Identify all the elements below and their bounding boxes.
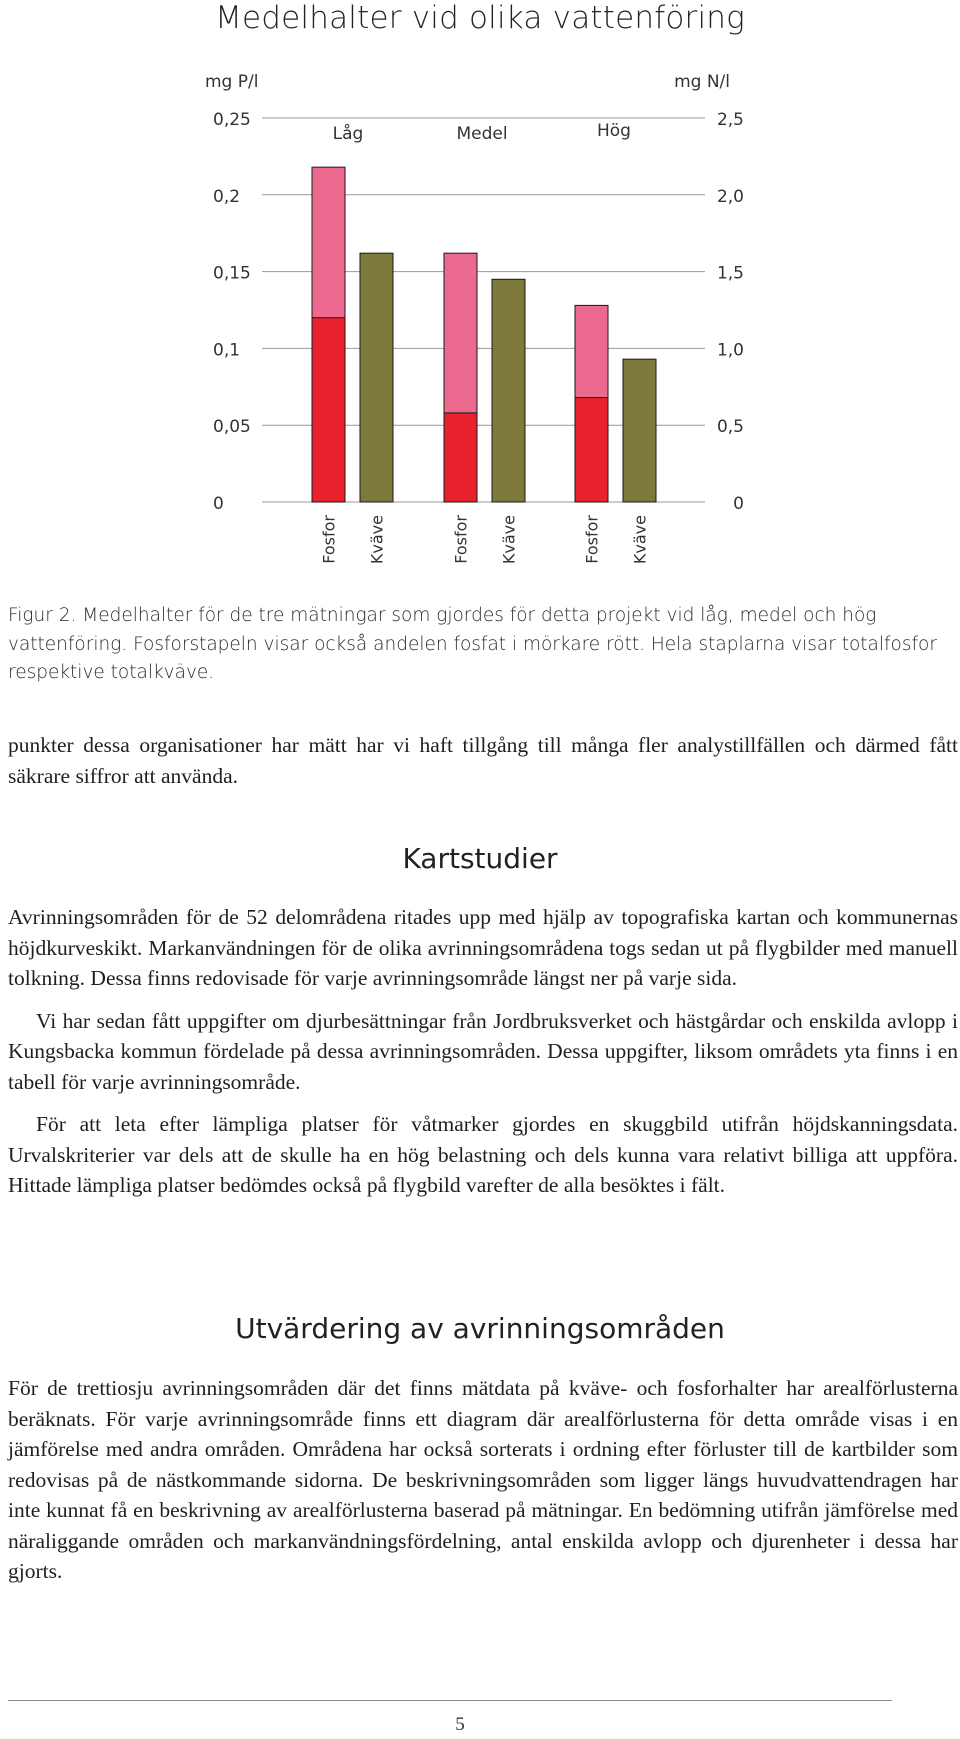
page-number: 5 [455, 1714, 465, 1735]
left-axis-unit: mg P/l [205, 72, 259, 92]
bar-label: Kväve [367, 515, 387, 565]
tick-labels [213, 110, 744, 514]
left-tick-label: 0,2 [213, 186, 241, 207]
bar-label: Fosfor [319, 515, 339, 564]
paragraph: För att leta efter lämpliga platser för våtmarker gjordes en skuggbild utifrån höjdskanningsdata. Urvalskriterier var dels att de skulle ha en hög belastning och dels kunna vara relativt billiga att uppföra. Hittade lämpliga platser bedömdes också på flygbild varefter de alla besöktes i fält. [8, 1112, 958, 1197]
figure-caption: Figur 2. Medelhalter för de tre mätningar som gjordes för detta projekt vid låg, medel och hög vattenföring. Fosforstapeln visar också andelen fosfat i mörkare rött. Hela staplarna visar totalfosfor respektive totalkväve. [8, 605, 937, 683]
section-heading-utvardering: Utvärdering av avrinningsområden [235, 1312, 725, 1345]
bar-chart [0, 55, 960, 575]
section-kartstudier-body [8, 902, 958, 1213]
group-label: Låg [332, 124, 364, 144]
bar-label: Kväve [630, 515, 650, 565]
bar-label: Fosfor [582, 515, 602, 564]
bar-kvave [623, 359, 656, 502]
paragraph: Vi har sedan fått uppgifter om djurbesättningar från Jordbruksverket och hästgårdar och enskilda avlopp i Kungsbacka kommun fördelade på dessa avrinningsområden. Dessa uppgifter, liksom områdets yta finns i en tabell för varje avrinningsområde. [8, 1008, 958, 1094]
left-tick-label: 0,15 [213, 263, 251, 284]
bar-label: Kväve [499, 515, 519, 565]
right-tick-label: 2,0 [716, 186, 744, 207]
intro-paragraph [8, 730, 958, 803]
chart-title: Medelhalter vid olika vattenföring [215, 0, 745, 36]
section-heading-kartstudier: Kartstudier [402, 842, 558, 875]
bar-fosfat [575, 398, 608, 502]
group-label: Medel [456, 124, 508, 144]
intro-text: punkter dessa organisationer har mätt har vi haft tillgång till många fler analystillfällen och därmed fått säkrare siffror att använda. [8, 733, 958, 788]
bar-kvave [492, 279, 525, 502]
right-tick-label: 1,0 [716, 340, 744, 361]
left-tick-label: 0,05 [213, 417, 251, 438]
section-utvardering-body [8, 1373, 958, 1599]
bar-fosfat [444, 413, 477, 502]
paragraph: För de trettiosju avrinningsområden där det finns mätdata på kväve- och fosforhalter har arealförlusterna beräknats. För varje avrinningsområde finns ett diagram där arealförlusterna för detta område visas i en jämförelse med andra områden. Områdena har också sorterats i ordning efter förluster till de kartbilder som redovisas på de nästkommande sidorna. De beskrivningsområden som ligger längs huvudvattendragen har inte kunnat få en beskrivning av arealförlusterna baserad på mätningar. En bedömning utifrån jämförelse med näraliggande områden och markanvändningsfördelning, antal enskilda avlopp och djurenheter i dessa har gjorts. [8, 1376, 958, 1583]
paragraph: Avrinningsområden för de 52 delområdena ritades upp med hjälp av topografiska kartan och kommunernas höjdkurveskikt. Markanvändningen för de olika avrinningsområdena togs sedan ut på flygbilder med manuell tolkning. Dessa finns redovisade för varje avrinningsområde längst ner på varje sida. [8, 905, 958, 990]
left-tick-label: 0,25 [213, 110, 251, 130]
bar-label: Fosfor [451, 515, 471, 564]
right-axis-unit: mg N/l [674, 72, 730, 92]
left-tick-label: 0 [213, 494, 224, 514]
footer-divider [8, 1700, 892, 1701]
bar-kvave [360, 253, 393, 502]
right-tick-label: 1,5 [716, 263, 744, 284]
right-tick-label: 0 [733, 494, 744, 514]
right-tick-label: 0,5 [716, 417, 744, 438]
bar-fosfat [312, 318, 345, 502]
right-tick-label: 2,5 [716, 110, 744, 130]
left-tick-label: 0,1 [213, 340, 241, 361]
group-label: Hög [597, 121, 631, 141]
bars [312, 167, 656, 502]
